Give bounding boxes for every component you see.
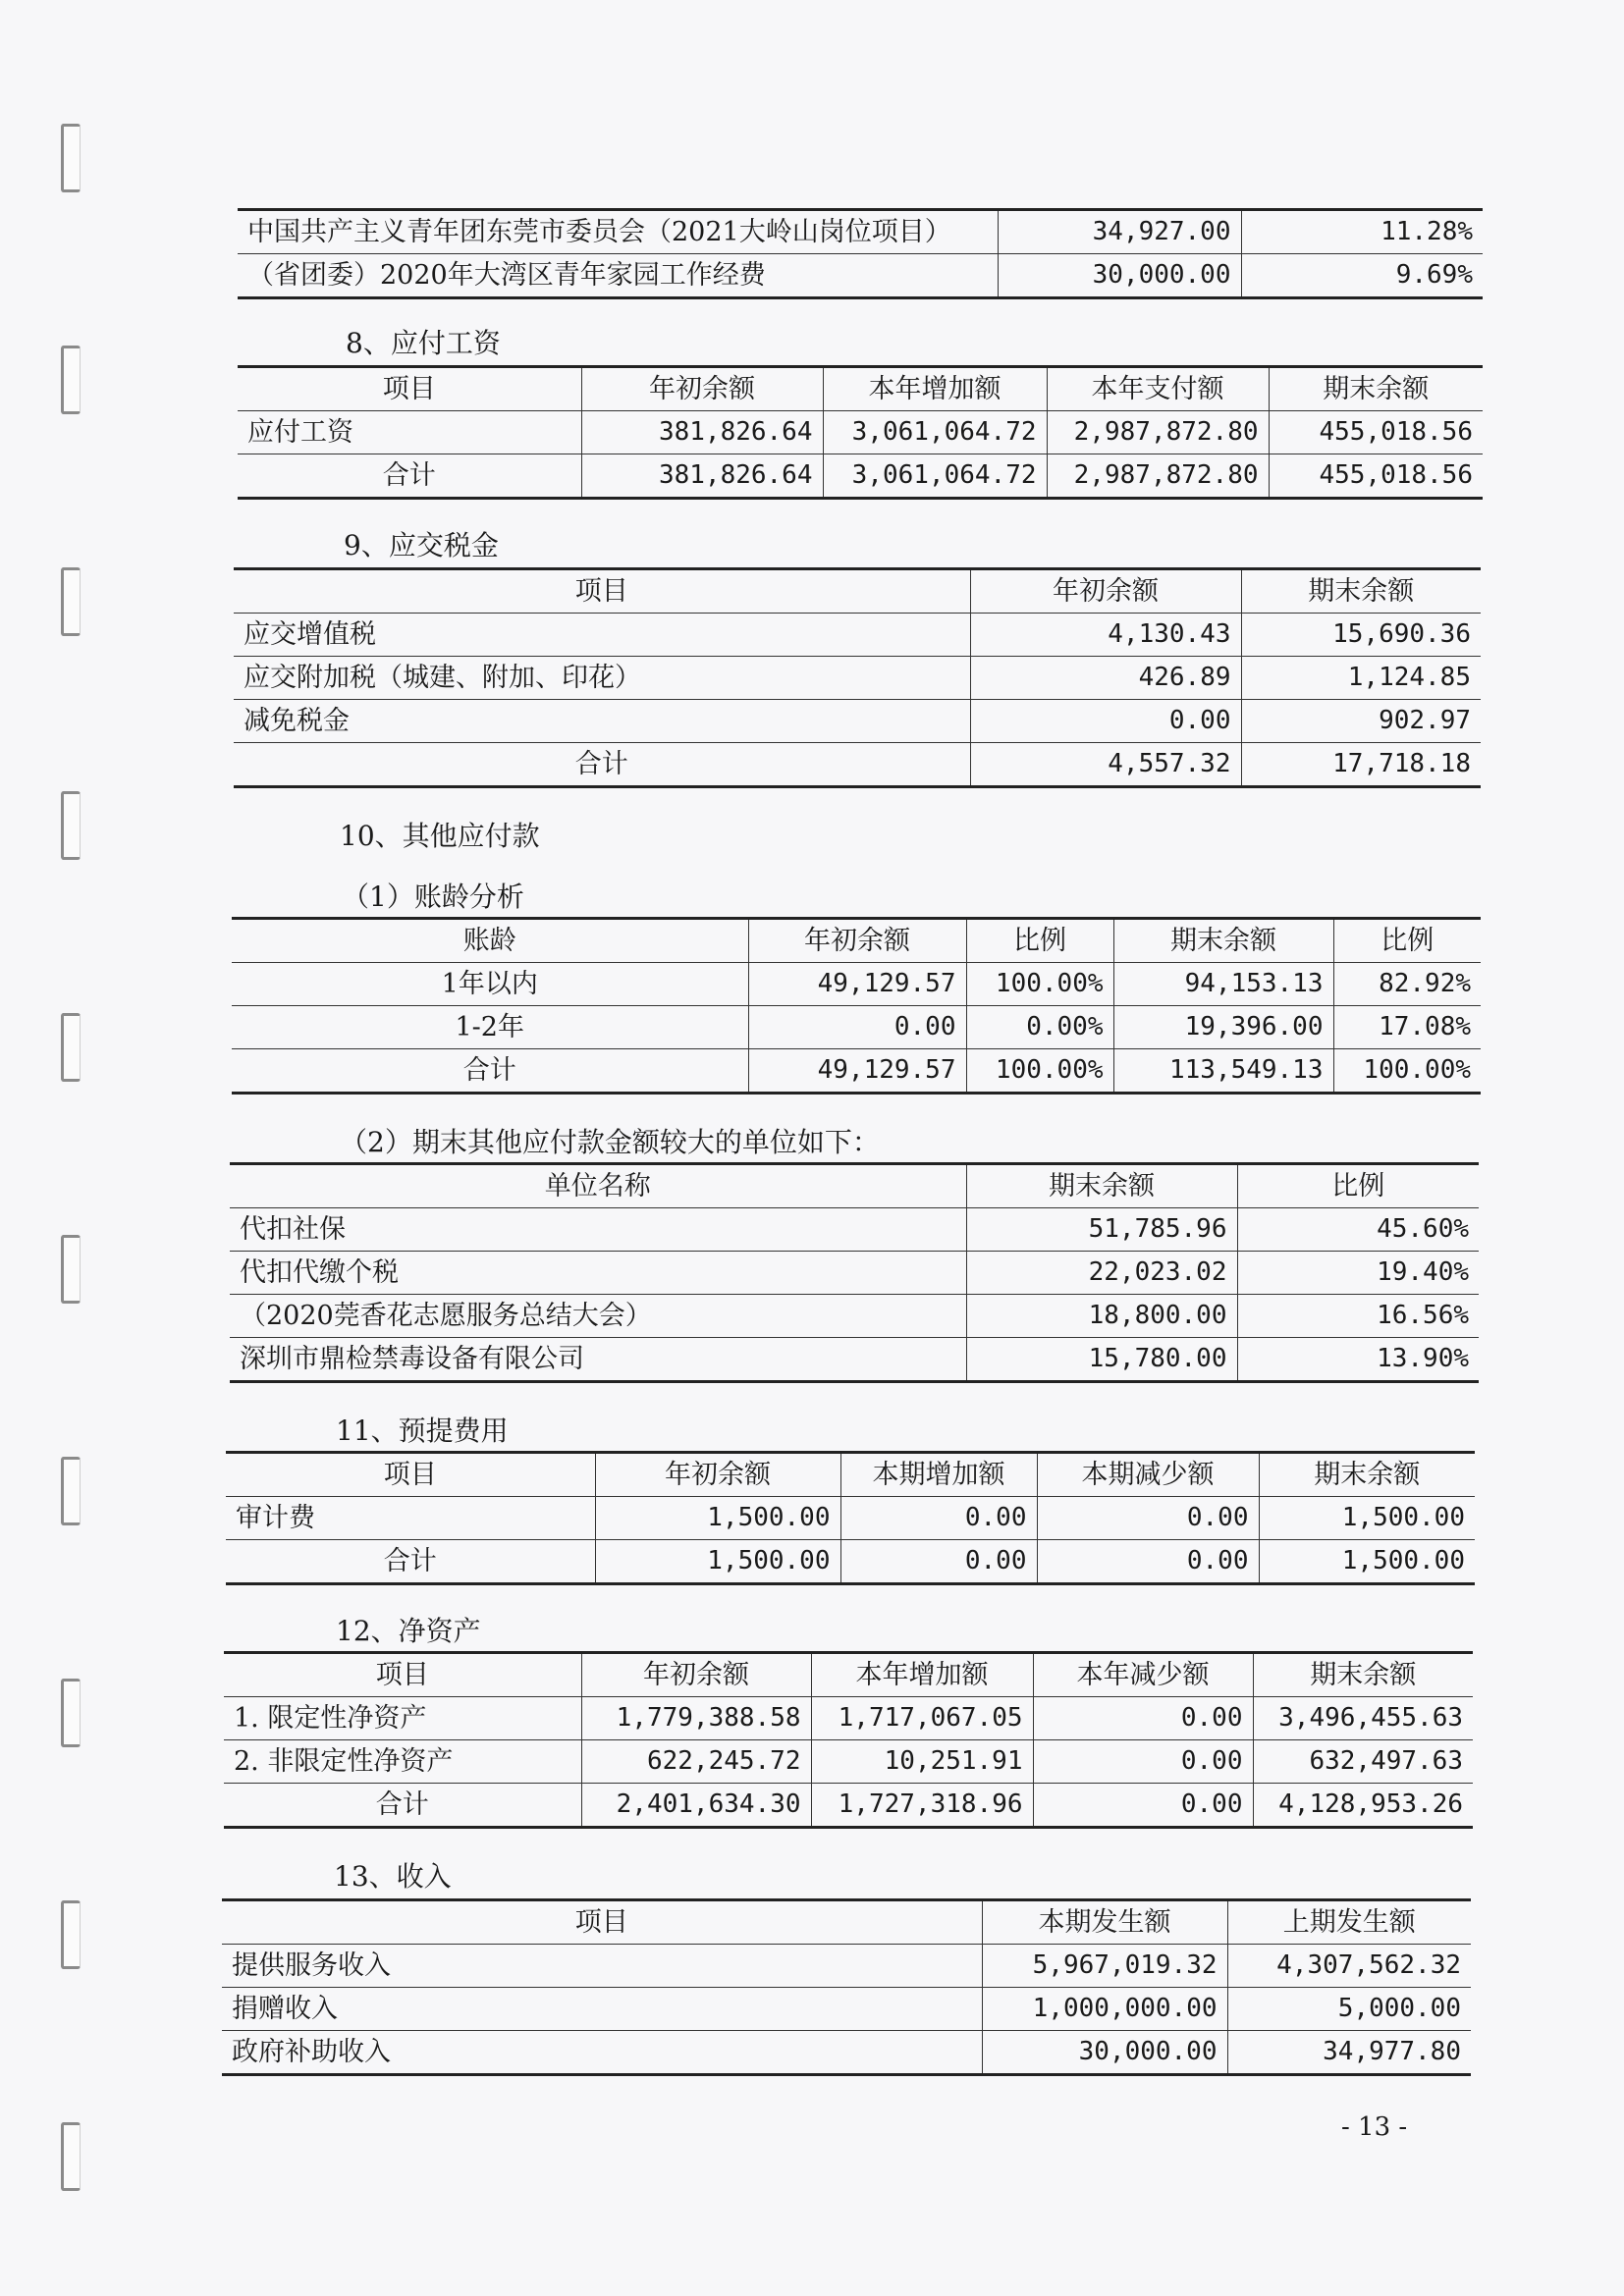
cell: （2020莞香花志愿服务总结大会） xyxy=(230,1295,966,1338)
table-header-row xyxy=(224,1653,1473,1697)
cell: 632,497.63 xyxy=(1253,1740,1473,1784)
section-title: 13、收入 xyxy=(334,1860,452,1893)
column-header: 本期发生额 xyxy=(982,1900,1227,1945)
table-row xyxy=(232,963,1481,1006)
table-row xyxy=(224,1784,1473,1828)
cell: 82.92% xyxy=(1333,963,1481,1006)
cell: 19,396.00 xyxy=(1113,1006,1333,1049)
cell: 合计 xyxy=(226,1540,595,1584)
cell: 622,245.72 xyxy=(581,1740,811,1784)
cell: 捐赠收入 xyxy=(222,1988,982,2031)
cell: 100.00% xyxy=(1333,1049,1481,1094)
cell: 合计 xyxy=(234,743,970,787)
column-header: 比例 xyxy=(1333,919,1481,963)
cell: 审计费 xyxy=(226,1497,595,1540)
binder-hole xyxy=(61,346,81,414)
column-header: 本年增加额 xyxy=(811,1653,1033,1697)
cell: 2,987,872.80 xyxy=(1047,454,1269,499)
cell: 深圳市鼎检禁毒设备有限公司 xyxy=(230,1338,966,1382)
table-row xyxy=(234,743,1481,787)
cell: 代扣社保 xyxy=(230,1208,966,1252)
binder-hole xyxy=(61,1235,81,1304)
column-header: 账龄 xyxy=(232,919,748,963)
cell: 1-2年 xyxy=(232,1006,748,1049)
table-row xyxy=(232,1006,1481,1049)
column-header: 单位名称 xyxy=(230,1164,966,1208)
cell: 应付工资 xyxy=(238,411,581,454)
wages-payable-table xyxy=(238,365,1483,500)
table-row xyxy=(234,614,1481,657)
cell: 0.00 xyxy=(1033,1740,1253,1784)
column-header: 年初余额 xyxy=(748,919,966,963)
column-header: 项目 xyxy=(234,569,970,614)
cell: 17,718.18 xyxy=(1241,743,1481,787)
cell: 455,018.56 xyxy=(1269,411,1483,454)
column-header: 项目 xyxy=(222,1900,982,1945)
cell: 0.00 xyxy=(840,1497,1037,1540)
cell: 19.40% xyxy=(1237,1252,1479,1295)
cell: 代扣代缴个税 xyxy=(230,1252,966,1295)
binder-hole xyxy=(61,1679,81,1747)
binder-hole xyxy=(61,567,81,636)
table-header-row xyxy=(238,367,1483,411)
cell: 49,129.57 xyxy=(748,963,966,1006)
cell: 381,826.64 xyxy=(581,411,823,454)
cell: 4,557.32 xyxy=(970,743,1241,787)
binder-hole xyxy=(61,1457,81,1525)
cell: 5,000.00 xyxy=(1227,1988,1471,2031)
column-header: 期末余额 xyxy=(966,1164,1237,1208)
cell: 3,061,064.72 xyxy=(823,454,1047,499)
cell: 1,500.00 xyxy=(1259,1540,1475,1584)
table-row xyxy=(234,657,1481,700)
column-header: 项目 xyxy=(226,1453,595,1497)
cell: 2,987,872.80 xyxy=(1047,411,1269,454)
cell: 4,130.43 xyxy=(970,614,1241,657)
cell: 3,061,064.72 xyxy=(823,411,1047,454)
cell: 11.28% xyxy=(1241,210,1483,254)
cell: 合计 xyxy=(232,1049,748,1094)
cell: 中国共产主义青年团东莞市委员会（2021大岭山岗位项目） xyxy=(238,210,998,254)
section-title: 12、净资产 xyxy=(336,1615,481,1647)
cell: 381,826.64 xyxy=(581,454,823,499)
cell: 5,967,019.32 xyxy=(982,1945,1227,1988)
cell: 18,800.00 xyxy=(966,1295,1237,1338)
cell: 51,785.96 xyxy=(966,1208,1237,1252)
cell: 1,500.00 xyxy=(595,1540,840,1584)
cell: 15,780.00 xyxy=(966,1338,1237,1382)
table-row xyxy=(222,1988,1471,2031)
accrued-expenses-table xyxy=(226,1451,1475,1585)
column-header: 期末余额 xyxy=(1269,367,1483,411)
table-row xyxy=(226,1497,1475,1540)
column-header: 本年支付额 xyxy=(1047,367,1269,411)
column-header: 项目 xyxy=(224,1653,581,1697)
section-title: 10、其他应付款 xyxy=(340,820,540,852)
aging-analysis-table xyxy=(232,917,1481,1095)
cell: 1. 限定性净资产 xyxy=(224,1697,581,1740)
cell: 0.00 xyxy=(1037,1497,1259,1540)
cell: 0.00 xyxy=(1037,1540,1259,1584)
cell: 0.00% xyxy=(966,1006,1113,1049)
table-row xyxy=(238,210,1483,254)
cell: 16.56% xyxy=(1237,1295,1479,1338)
column-header: 项目 xyxy=(238,367,581,411)
cell: 100.00% xyxy=(966,1049,1113,1094)
table-header-row xyxy=(232,919,1481,963)
table-header-row xyxy=(234,569,1481,614)
cell: 30,000.00 xyxy=(998,254,1241,298)
table-header-row xyxy=(230,1164,1479,1208)
cell: 0.00 xyxy=(748,1006,966,1049)
column-header: 期末余额 xyxy=(1253,1653,1473,1697)
cell: 应交增值税 xyxy=(234,614,970,657)
subsection-title: （2）期末其他应付款金额较大的单位如下： xyxy=(340,1126,880,1158)
cell: 1,727,318.96 xyxy=(811,1784,1033,1828)
cell: 合计 xyxy=(224,1784,581,1828)
cell: 0.00 xyxy=(1033,1697,1253,1740)
cell: 0.00 xyxy=(840,1540,1037,1584)
table-header-row xyxy=(226,1453,1475,1497)
binder-hole xyxy=(61,791,81,860)
column-header: 期末余额 xyxy=(1113,919,1333,963)
binder-hole xyxy=(61,2122,81,2191)
table-row xyxy=(224,1697,1473,1740)
column-header: 年初余额 xyxy=(970,569,1241,614)
table-row xyxy=(222,1945,1471,1988)
cell: （省团委）2020年大湾区青年家园工作经费 xyxy=(238,254,998,298)
net-assets-table xyxy=(224,1651,1473,1829)
binder-hole xyxy=(61,1900,81,1969)
cell: 455,018.56 xyxy=(1269,454,1483,499)
cell: 45.60% xyxy=(1237,1208,1479,1252)
cell: 3,496,455.63 xyxy=(1253,1697,1473,1740)
table-row xyxy=(238,411,1483,454)
column-header: 年初余额 xyxy=(581,367,823,411)
major-payables-table xyxy=(230,1162,1479,1383)
cell: 15,690.36 xyxy=(1241,614,1481,657)
column-header: 年初余额 xyxy=(581,1653,811,1697)
income-table xyxy=(222,1898,1471,2076)
section-title: 8、应付工资 xyxy=(346,327,501,359)
cell: 提供服务收入 xyxy=(222,1945,982,1988)
cell: 22,023.02 xyxy=(966,1252,1237,1295)
cell: 426.89 xyxy=(970,657,1241,700)
cell: 113,549.13 xyxy=(1113,1049,1333,1094)
cell: 应交附加税（城建、附加、印花） xyxy=(234,657,970,700)
column-header: 年初余额 xyxy=(595,1453,840,1497)
cell: 902.97 xyxy=(1241,700,1481,743)
column-header: 期末余额 xyxy=(1241,569,1481,614)
column-header: 比例 xyxy=(966,919,1113,963)
column-header: 期末余额 xyxy=(1259,1453,1475,1497)
binder-hole xyxy=(61,1013,81,1082)
table-row xyxy=(234,700,1481,743)
cell: 10,251.91 xyxy=(811,1740,1033,1784)
table-row xyxy=(230,1295,1479,1338)
section-title: 11、预提费用 xyxy=(336,1415,509,1447)
cell: 34,927.00 xyxy=(998,210,1241,254)
column-header: 比例 xyxy=(1237,1164,1479,1208)
table-row xyxy=(230,1252,1479,1295)
column-header: 本年减少额 xyxy=(1033,1653,1253,1697)
cell: 13.90% xyxy=(1237,1338,1479,1382)
column-header: 本期增加额 xyxy=(840,1453,1037,1497)
cell: 9.69% xyxy=(1241,254,1483,298)
table-row xyxy=(238,454,1483,499)
column-header: 本年增加额 xyxy=(823,367,1047,411)
column-header: 本期减少额 xyxy=(1037,1453,1259,1497)
cell: 1,779,388.58 xyxy=(581,1697,811,1740)
cell: 2. 非限定性净资产 xyxy=(224,1740,581,1784)
cell: 2,401,634.30 xyxy=(581,1784,811,1828)
cell: 1,124.85 xyxy=(1241,657,1481,700)
cell: 政府补助收入 xyxy=(222,2031,982,2075)
cell: 4,307,562.32 xyxy=(1227,1945,1471,1988)
cell: 94,153.13 xyxy=(1113,963,1333,1006)
subsection-title: （1）账龄分析 xyxy=(342,881,524,913)
cell: 1,717,067.05 xyxy=(811,1697,1033,1740)
cell: 减免税金 xyxy=(234,700,970,743)
binder-hole xyxy=(61,124,81,192)
cell: 0.00 xyxy=(970,700,1241,743)
table-row xyxy=(230,1208,1479,1252)
cell: 49,129.57 xyxy=(748,1049,966,1094)
cell: 1年以内 xyxy=(232,963,748,1006)
cell: 0.00 xyxy=(1033,1784,1253,1828)
taxes-payable-table xyxy=(234,567,1481,788)
cell: 34,977.80 xyxy=(1227,2031,1471,2075)
table-row xyxy=(238,254,1483,298)
cell: 1,500.00 xyxy=(1259,1497,1475,1540)
table-row xyxy=(224,1740,1473,1784)
cell: 1,000,000.00 xyxy=(982,1988,1227,2031)
column-header: 上期发生额 xyxy=(1227,1900,1471,1945)
cell: 100.00% xyxy=(966,963,1113,1006)
cell: 30,000.00 xyxy=(982,2031,1227,2075)
cell: 1,500.00 xyxy=(595,1497,840,1540)
table-row xyxy=(230,1338,1479,1382)
page-number: - 13 - xyxy=(1341,2112,1408,2142)
cell: 合计 xyxy=(238,454,581,499)
table-row xyxy=(222,2031,1471,2075)
table-row xyxy=(232,1049,1481,1094)
table-row xyxy=(226,1540,1475,1584)
section-title: 9、应交税金 xyxy=(344,529,499,561)
table-header-row xyxy=(222,1900,1471,1945)
grants-table xyxy=(238,208,1483,299)
cell: 4,128,953.26 xyxy=(1253,1784,1473,1828)
cell: 17.08% xyxy=(1333,1006,1481,1049)
